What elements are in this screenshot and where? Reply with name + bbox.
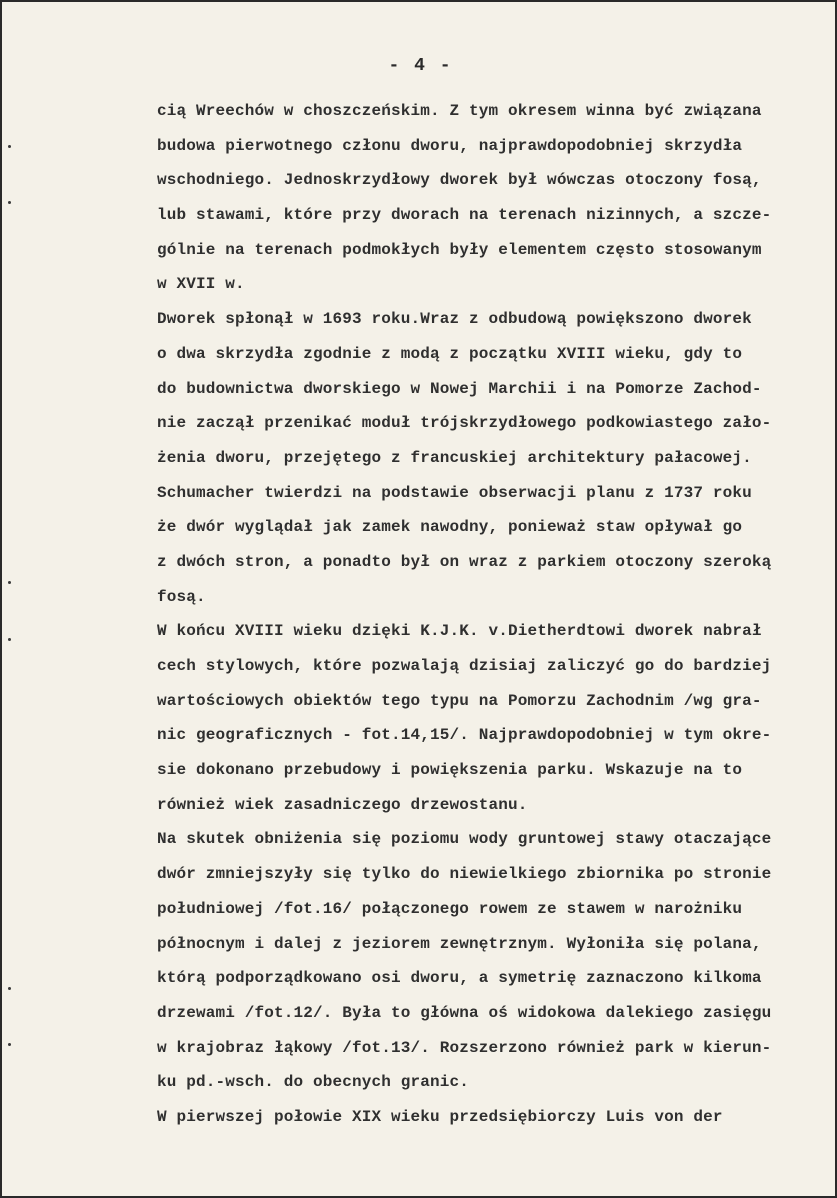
text-line: drzewami /fot.12/. Była to główna oś widokowa dalekiego zasięgu: [157, 1003, 772, 1022]
text-line: lub stawami, które przy dworach na terenach nizinnych, a szcze-: [157, 206, 772, 225]
text-line: ku pd.-wsch. do obecnych granic.: [157, 1073, 470, 1092]
text-line: w krajobraz łąkowy /fot.13/. Rozszerzono również park w kierun-: [157, 1038, 772, 1057]
text-line: Dworek spłonął w 1693 roku.Wraz z odbudową powiększono dworek: [157, 310, 752, 329]
margin-dot: [8, 201, 11, 204]
text-line: sie dokonano przebudowy i powiększenia parku. Wskazuje na to: [157, 761, 743, 780]
text-line: dwór zmniejszyły się tylko do niewielkiego zbiornika po stronie: [157, 865, 772, 884]
text-line: nic geograficznych - fot.14,15/. Najprawdopodobniej w tym okre-: [157, 726, 772, 745]
text-line: W pierwszej połowie XIX wieku przedsiębiorczy Luis von der: [157, 1107, 723, 1126]
margin-dot: [8, 1043, 11, 1046]
text-line: fosą.: [157, 587, 206, 606]
text-line: W końcu XVIII wieku dzięki K.J.K. v.Dietherdtowi dworek nabrał: [157, 622, 762, 641]
text-line: cią Wreechów w choszczeńskim. Z tym okresem winna być związana: [157, 102, 762, 120]
text-line: w XVII w.: [157, 275, 245, 294]
text-line: północnym i dalej z jeziorem zewnętrznym. Wyłoniła się polana,: [157, 934, 762, 953]
text-line: gólnie na terenach podmokłych były elementem często stosowanym: [157, 240, 762, 259]
text-line: że dwór wyglądał jak zamek nawodny, ponieważ staw opływał go: [157, 518, 743, 537]
page-number: - 4 -: [388, 56, 453, 76]
text-line: również wiek zasadniczego drzewostanu.: [157, 795, 528, 814]
text-line: żenia dworu, przejętego z francuskiej architektury pałacowej.: [157, 448, 752, 467]
text-line: budowa pierwotnego członu dworu, najprawdopodobniej skrzydła: [157, 136, 743, 155]
margin-dot: [8, 638, 11, 641]
text-line: południowej /fot.16/ połączonego rowem ze stawem w narożniku: [157, 899, 743, 918]
margin-dot: [8, 145, 11, 148]
text-line: Schumacher twierdzi na podstawie obserwacji planu z 1737 roku: [157, 483, 752, 502]
text-line: z dwóch stron, a ponadto był on wraz z parkiem otoczony szeroką: [157, 552, 772, 571]
text-line: którą podporządkowano osi dworu, a symetrię zaznaczono kilkoma: [157, 969, 762, 988]
body-text: [157, 94, 827, 1135]
text-line: o dwa skrzydła zgodnie z modą z początku XVIII wieku, gdy to: [157, 344, 743, 363]
margin-dot: [8, 581, 11, 584]
text-line: do budownictwa dworskiego w Nowej Marchii i na Pomorze Zachod-: [157, 379, 762, 398]
text-line: cech stylowych, które pozwalają dzisiaj zaliczyć go do bardziej: [157, 657, 772, 675]
text-line: Na skutek obniżenia się poziomu wody gruntowej stawy otaczające: [157, 830, 772, 849]
margin-dot: [8, 987, 11, 990]
text-line: nie zaczął przenikać moduł trójskrzydłowego podkowiastego zało-: [157, 414, 772, 433]
text-line: wartościowych obiektów tego typu na Pomorzu Zachodnim /wg gra-: [157, 691, 762, 710]
text-line: wschodniego. Jednoskrzydłowy dworek był wówczas otoczony fosą,: [157, 171, 762, 190]
